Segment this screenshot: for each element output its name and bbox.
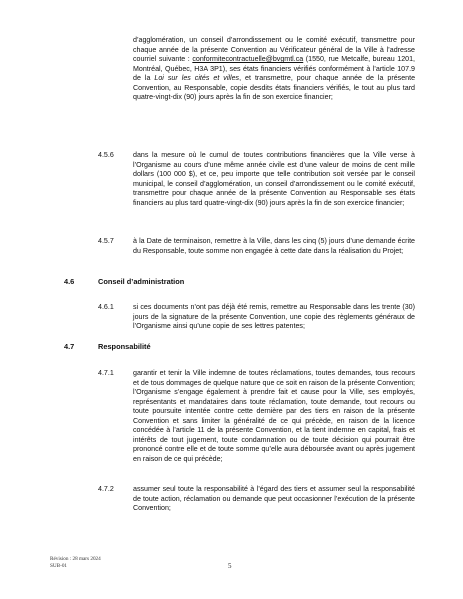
continuation-text-2: (1550, rue Metcalfe, bureau 1201, Montréal, Québec, H3A 3P1), ses états financiers vérifiés conformément à l’article 107.9 de la bbox=[133, 55, 415, 83]
item-number-4-5-7: 4.5.7 bbox=[98, 237, 114, 245]
law-title: Loi sur les cités et villes bbox=[154, 74, 240, 83]
item-text-4-6-1: si ces documents n’ont pas déjà été remis, remettre au Responsable dans les trente (30) jours de la signature de la présente Convention, une copie des règlements généraux de l’Organisme ainsi qu’une copie de ses lettres patentes; bbox=[133, 303, 415, 331]
page-footer bbox=[50, 556, 101, 570]
section-number-4-7: 4.7 bbox=[64, 342, 75, 351]
footer-revision: Révision : 28 mars 2024 bbox=[50, 556, 101, 562]
continuation-paragraph bbox=[133, 36, 415, 103]
section-title-4-7: Responsabilité bbox=[98, 342, 151, 351]
item-text-4-5-7: à la Date de terminaison, remettre à la Ville, dans les cinq (5) jours d’une demande écrite du Responsable, toute somme non engagée à cette date dans la réalisation du Projet; bbox=[133, 237, 415, 255]
item-text-4-7-2: assumer seul toute la responsabilité à l’égard des tiers et assumer seul la responsabilité de toute action, réclamation ou demande que peut occasionner l’exécution de la présente Convention; bbox=[133, 485, 415, 513]
continuation-text-1: d’agglomération, un conseil d’arrondissement ou le comité exécutif, transmettre pour chaque année de la présente Convention au Vérificateur général de la Ville à l’adresse courriel suivante : bbox=[133, 36, 415, 64]
item-text-4-5-6: dans la mesure où le cumul de toutes contributions financières que la Ville verse à l’Organisme au cours d’une même année civile est d’une valeur de moins de cent mille dollars (100 000 $), et ce, peu importe que telle contribution soit versée par le conseil municipal, le conseil d’agglomération, un conseil d’arrondissement ou le comité exécutif, transmettre pour chaque année de la présente Convention au Responsable ses états financiers au plus tard quatre-vingt-dix (90) jours après la fin de son exercice financier; bbox=[133, 151, 415, 207]
item-number-4-7-1: 4.7.1 bbox=[98, 369, 114, 377]
section-title-4-6: Conseil d’administration bbox=[98, 277, 185, 286]
item-number-4-5-6: 4.5.6 bbox=[98, 151, 114, 159]
auditor-email-link[interactable]: conformitecontractuelle@bvgmtl.ca bbox=[192, 55, 304, 64]
item-text-4-7-1: garantir et tenir la Ville indemne de toutes réclamations, toutes demandes, tous recours et de tous dommages de quelque nature que ce soit en raison de la présente Convention; l’Organisme s’engage également à prendre fait et cause pour la Ville, ses employés, représentants et mandataires dans toute réclamation, toute demande, tout recours ou toute poursuite intentée contre cette dernière par des tiers en raison de la présente Convention et sans limiter la généralité de ce qui précède, en raison de la licence concédée à l’article 11 de la présente Convention, et la tient indemne en capital, frais et intérêts de tout jugement, toute condamnation ou de toute décision qui pourrait être prononcé contre elle et de toute somme qu’elle aura déboursée avant ou après jugement en raison de ce qui précède; bbox=[133, 369, 415, 463]
continuation-text-3: , et transmettre, pour chaque année de la présente Convention, au Responsable, copie desdits états financiers vérifiés, le tout au plus tard quatre-vingt-dix (90) jours après la fin de son exercice financier; bbox=[133, 74, 416, 102]
page-number: 5 bbox=[228, 562, 232, 570]
footer-code: SUB-01 bbox=[50, 563, 68, 569]
item-number-4-7-2: 4.7.2 bbox=[98, 485, 114, 493]
section-number-4-6: 4.6 bbox=[64, 277, 75, 286]
item-number-4-6-1: 4.6.1 bbox=[98, 303, 114, 311]
